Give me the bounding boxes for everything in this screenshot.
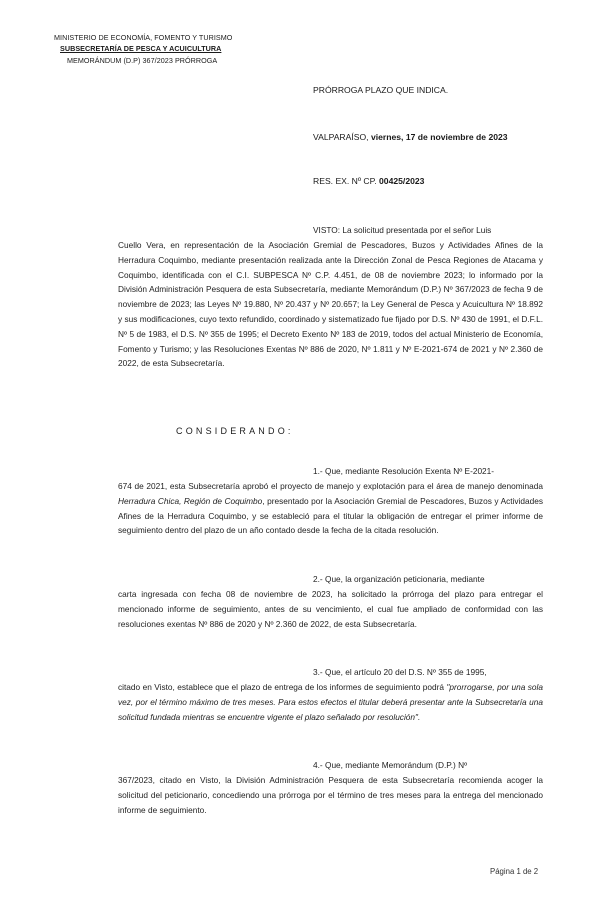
considerando-2-first-line: 2.- Que, la organización peticionaria, mediante bbox=[313, 574, 485, 584]
document-date: viernes, 17 de noviembre de 2023 bbox=[370, 132, 508, 142]
memo-reference: MEMORÁNDUM (D.P) 367/2023 PRÓRROGA bbox=[67, 56, 218, 65]
considerando-1-paragraph bbox=[118, 479, 543, 538]
page-number: Página 1 de 2 bbox=[490, 867, 539, 876]
date-line bbox=[313, 132, 508, 143]
considerando-3-quote: "prorrogarse, por una sola vez, por el término máximo de tres meses. Para estos efectos el titular deberá presentar ante la Subsecretaría una solicitud fundada mientras se encuentre vigente el plazo señalado por resolución". bbox=[118, 682, 544, 722]
considerando-title: CONSIDERANDO: bbox=[176, 426, 294, 436]
resolution-line bbox=[313, 176, 424, 187]
considerando-3-paragraph bbox=[118, 680, 543, 724]
resolution-number: 00425/2023 bbox=[379, 176, 425, 186]
visto-paragraph: Cuello Vera, en representación de la Asociación Gremial de Pescadores, Buzos y Actividades Afines de la Herradura Coquimbo, mediante presentación realizada ante la Dirección Zonal de Pesca Regiones de Atacama y Coquimbo, identificada con el C.I. SUBPESCA Nº C.P. 4.451, de 08 de noviembre 2023; lo informado por la División Administración Pesquera de esta Subsecretaría, mediante Memorándum (D.P.) Nº 367/2023 de fecha 9 de noviembre de 2023; las Leyes Nº 19.880, Nº 20.437 y Nº 20.657; la Ley General de Pesca y Acuicultura Nº 18.892 y sus modificaciones, cuyo texto refundido, coordinado y sistematizado fue fijado por D.S. Nº 430 de 1991, el D.F.L. Nº 5 de 1983, el D.S. Nº 355 de 1995; el Decreto Exento Nº 183 de 2019, todos del actual Ministerio de Economía, Fomento y Turismo; y las Resoluciones Exentas Nº 886 de 2020, Nº 1.811 y Nº E-2021-674 de 2021 y Nº 2.360 de 2022, de esta Subsecretaría. bbox=[118, 240, 543, 369]
place-label: VALPARAÍSO, bbox=[313, 132, 369, 142]
considerando-4-paragraph: 367/2023, citado en Visto, la División Administración Pesquera de esta Subsecretaría recomienda acoger la solicitud del peticionario, concediendo una prórroga por el término de tres meses para la entrega del mencionado informe de seguimiento. bbox=[118, 775, 543, 815]
resolution-label: RES. EX. Nº CP. bbox=[313, 176, 377, 186]
considerando-1-text-a: 674 de 2021, esta Subsecretaría aprobó el proyecto de manejo y explotación para el área de manejo denominada bbox=[118, 481, 543, 491]
considerando-3-first-line: 3.- Que, el artículo 20 del D.S. Nº 355 de 1995, bbox=[313, 667, 487, 677]
considerando-2-paragraph: carta ingresada con fecha 08 de noviembre de 2023, ha solicitado la prórroga del plazo para entregar el mencionado informe de seguimiento, antes de su vencimiento, el cual fue ampliado de conformidad con las resoluciones exentas Nº 886 de 2020 y Nº 2.360 de 2022, de esta Subsecretaría. bbox=[118, 589, 543, 629]
considerando-1-first-line: 1.- Que, mediante Resolución Exenta Nº E-2021- bbox=[313, 466, 495, 476]
visto-first-line: VISTO: La solicitud presentada por el señor Luis bbox=[313, 225, 492, 235]
considerando-3-text-a: citado en Visto, establece que el plazo de entrega de los informes de seguimiento podrá bbox=[118, 682, 447, 692]
subsecretaria-header: SUBSECRETARÍA DE PESCA Y ACUICULTURA bbox=[60, 44, 222, 53]
subject-line: PRÓRROGA PLAZO QUE INDICA. bbox=[313, 85, 449, 95]
considerando-4-first-line: 4.- Que, mediante Memorándum (D.P.) Nº bbox=[313, 760, 468, 770]
ministry-header: MINISTERIO DE ECONOMÍA, FOMENTO Y TURISMO bbox=[54, 33, 233, 42]
considerando-1-area-name: Herradura Chica, Región de Coquimbo bbox=[118, 495, 263, 506]
considerando-1-text-b: , presentado por la Asociación Gremial de Pescadores, Buzos y Actividades Afines de la Herradura Coquimbo, y se estableció para el titular la obligación de entregar el primer informe de seguimiento dentro del plazo de un año contado desde la fecha de la citada resolución. bbox=[118, 495, 543, 536]
